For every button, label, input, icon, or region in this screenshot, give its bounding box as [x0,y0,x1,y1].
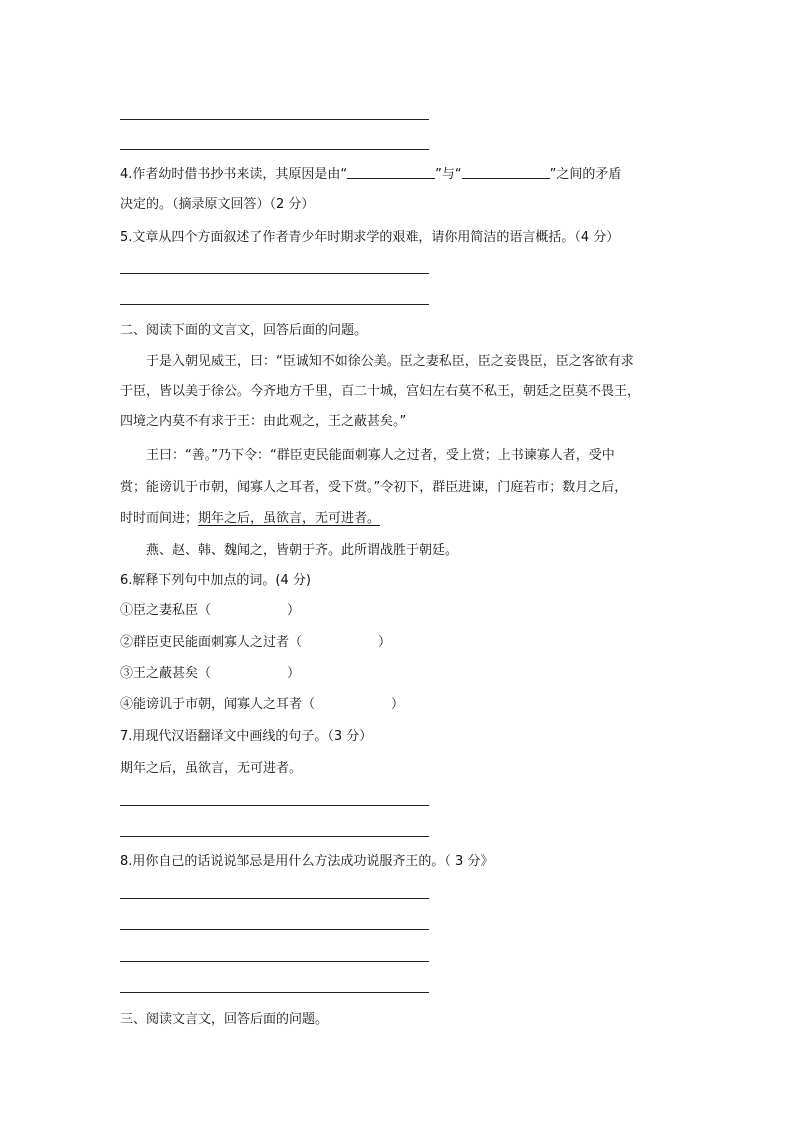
q6-item-2 [120,634,391,652]
passage-text: 时时而间进； [120,511,199,526]
answer-line[interactable] [120,304,429,305]
underlined-sentence: 期年之后，虽欲言，无可进者。 [198,511,381,526]
q6-item-close: ） [391,697,405,712]
answer-line[interactable] [120,273,429,274]
q6-item-1 [120,602,300,620]
passage-line: 王曰：“善。”乃下令：“群臣吏民能面刺寡人之过者，受上赏；上书谏寡人者，受中 [146,448,615,463]
answer-line[interactable] [120,961,429,962]
q6-item-4 [120,696,404,714]
q5-prompt: 5.文章从四个方面叙述了作者青少年时期求学的艰难，请你用简洁的语言概括。（4 分） [120,230,620,245]
q6-item-text: ③王之蔽甚矣（ [120,666,212,681]
answer-line[interactable] [120,929,429,930]
passage-line: 赏；能谤讥于市朝，闻寡人之耳者，受下赏。”令初下，群臣进谏，门庭若市；数月之后， [120,480,628,495]
passage-line: 于臣，皆以美于徐公。今齐地方千里，百二十城，宫妇左右莫不私王，朝廷之臣莫不畏王， [120,384,641,399]
section2-heading: 二、阅读下面的文言文，回答后面的问题。 [120,323,368,338]
q4-text-c: ”之间的矛盾 [549,167,622,182]
passage-line: 四境之内莫不有求于王：由此观之，王之蔽甚矣。” [120,414,407,429]
q6-item-text: ④能谤讥于市朝，闻寡人之耳者（ [120,697,316,712]
q6-item-close: ） [287,666,301,681]
q7-title: 7.用现代汉语翻译文中画线的句子。（3 分） [120,729,373,744]
q7-sentence: 期年之后，虽欲言，无可进者。 [120,761,303,776]
q4-blank-1[interactable] [347,166,435,179]
answer-line[interactable] [120,898,429,899]
q6-item-text: ①臣之妻私臣（ [120,603,212,618]
q4-text-b: ”与“ [435,167,462,182]
answer-line[interactable] [120,836,429,837]
q8-prompt: 8.用你自己的话说说邹忌是用什么方法成功说服齐王的。（ 3 分》 [120,854,494,869]
answer-line[interactable] [120,805,429,806]
section3-heading: 三、阅读文言文，回答后面的问题。 [120,1012,329,1027]
q4-line2: 决定的。（摘录原文回答）（2 分） [120,197,315,212]
q6-item-close: ） [378,635,392,650]
q6-item-close: ） [287,603,301,618]
q4-line1 [120,166,621,184]
q4-blank-2[interactable] [462,166,550,179]
passage-line: 于是入朝见威王，曰：“臣诚知不如徐公美。臣之妻私臣，臣之妾畏臣，臣之客欲有求 [146,354,634,369]
q6-title: 6.解释下列句中加点的词。(4 分) [120,573,311,588]
passage-line [120,510,380,528]
q6-item-3 [120,665,300,683]
q4-text-a: 4.作者幼时借书抄书来读，其原因是由“ [120,167,348,182]
answer-line[interactable] [120,149,429,150]
answer-line[interactable] [120,992,429,993]
q6-item-text: ②群臣吏民能面刺寡人之过者（ [120,635,303,650]
answer-line[interactable] [120,119,429,120]
passage-line: 燕、赵、韩、魏闻之，皆朝于齐。此所谓战胜于朝廷。 [146,543,459,558]
